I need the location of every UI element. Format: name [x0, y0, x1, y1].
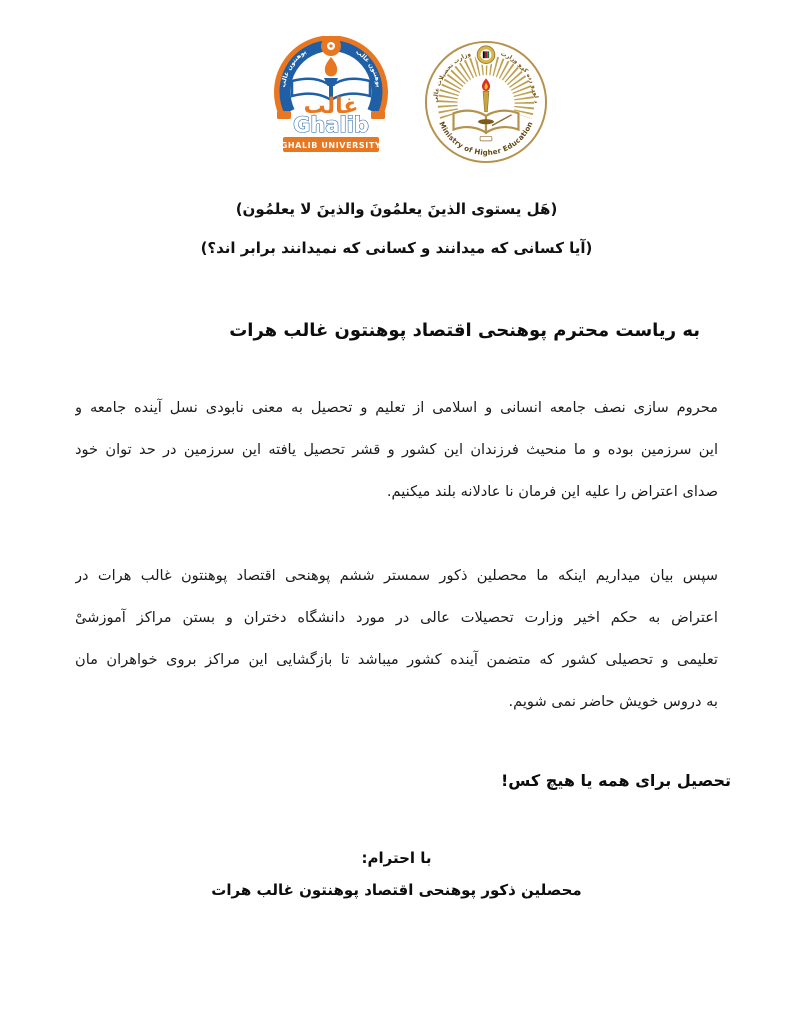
ghalib-wordmark: Ghalib — [292, 113, 369, 137]
ministry-of-higher-education-logo — [422, 39, 550, 165]
banner-text: GHALIB UNIVERSITY — [280, 141, 381, 150]
letter-heading: به ریاست محترم پوهنحی اقتصاد پوهنتون غالب هرات — [229, 320, 700, 341]
flame-icon — [324, 57, 336, 76]
arch-text-left: پوهنتون غالب — [279, 48, 308, 88]
verse-translation: (آیا کسانی که میدانند و کسانی که نمیدانند برابر اند؟) — [200, 239, 593, 257]
paragraph-2-line-3: تعلیمی و تحصیلی کشور که متضمن آینده کشور میباشد تا بازگشایی این مراکز بروی خواهران مان — [75, 651, 718, 668]
letter-body — [75, 387, 718, 723]
ghalib-university-logo — [268, 36, 394, 164]
header-logos — [12, 36, 793, 165]
paragraph-1-line-3: صدای اعتراض را علیه این فرمان نا عادلانه بلند میکنیم. — [386, 483, 718, 500]
apex-swirl-dot — [329, 44, 332, 47]
signature-block — [0, 849, 793, 899]
arch-leg-left — [277, 111, 291, 119]
ghalib-calligraphy: غالب — [303, 94, 358, 119]
arch-leg-right — [371, 111, 385, 119]
signature-salute: با احترام: — [361, 849, 432, 867]
paragraph-2-line-1: سپس بیان میداریم اینکه ما محصلین ذکور سمستر ششم پوهنحی اقتصاد پوهنتون غالب هرات در — [75, 567, 718, 584]
paragraph-1-line-2: این سرزمین بوده و ما منحیث فرزندان این کشور و قشر تحصیل یافته این سرزمین در حد توان خود — [75, 441, 718, 458]
paragraph-2-line-4: به دروس خویش حاضر نمی شویم. — [508, 693, 718, 710]
arch-text-right: پوهنتون غالب — [353, 48, 382, 88]
slogan: تحصیل برای همه یا هیچ کس! — [501, 771, 731, 790]
paragraph-1-line-1: محروم سازی نصف جامعه انسانی و اسلامی از تعلیم و تحصیل به معنی نابودی نسل آینده جامعه و — [75, 399, 718, 416]
verse-block — [0, 200, 793, 257]
ministry-top-text-right: د لوړو زده کړو وزارت — [499, 51, 539, 104]
quran-verse: (هَل يستوى الذينَ يعلمُونَ والذينَ لا يعلمُون) — [235, 200, 558, 218]
national-emblem-icon — [475, 44, 497, 66]
ministry-top-text-left: وزارت تحصیلات عالی — [432, 51, 472, 103]
paragraph-1 — [75, 387, 718, 513]
paragraph-2 — [75, 555, 718, 723]
paragraph-2-line-2: اعتراض به حکم اخیر وزارت تحصیلات عالی در مورد دانشگاه دختران و بستن مراکز آموزشیْ — [75, 609, 718, 626]
signature-name: محصلین ذکور پوهنحی اقتصاد پوهنتون غالب هرات — [211, 881, 582, 899]
ministry-bottom-text: Ministry of Higher Education — [436, 120, 535, 157]
